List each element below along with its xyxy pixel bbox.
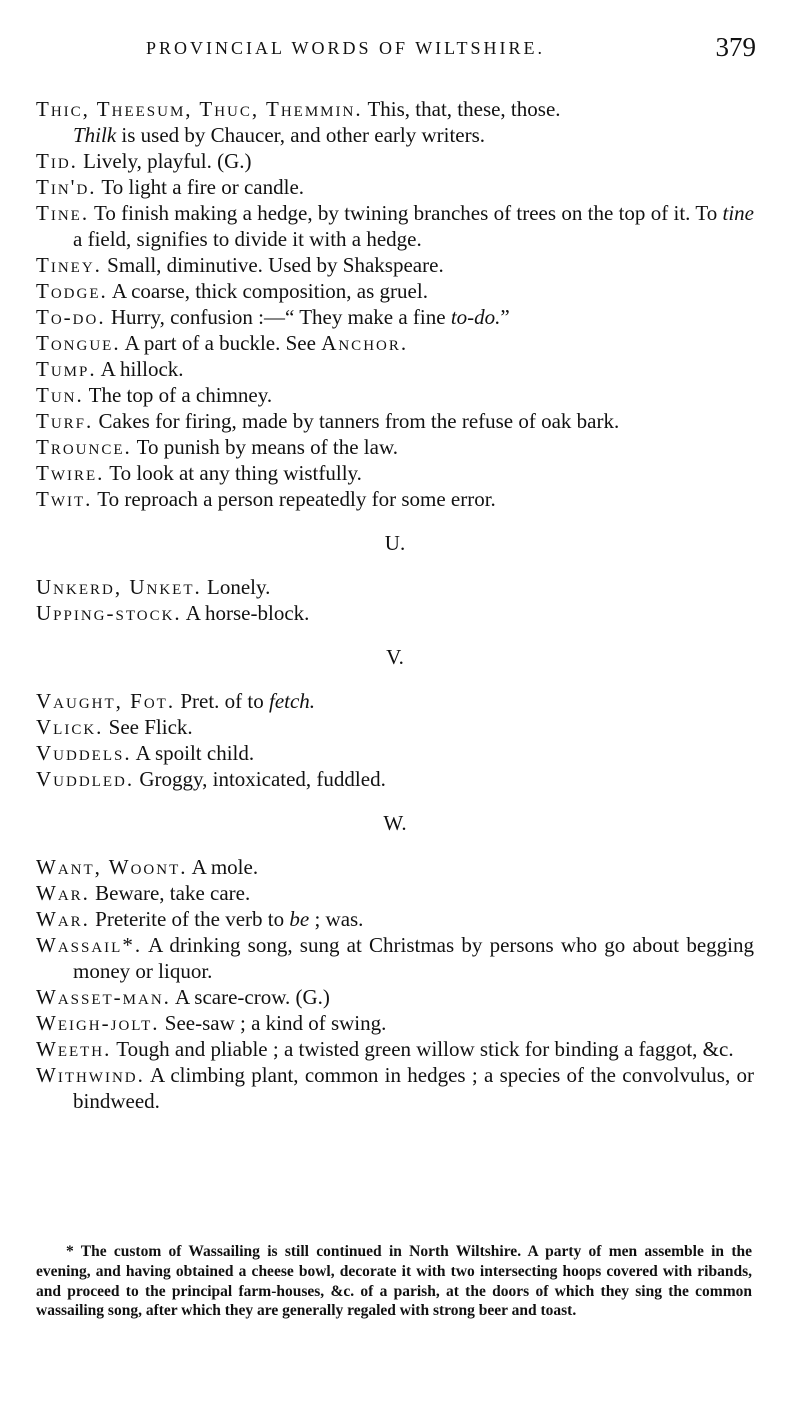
- entry-vuddels: [36, 740, 754, 766]
- entry-todge: [36, 278, 754, 304]
- emphasis: Thilk: [73, 123, 117, 147]
- entry-twit: [36, 486, 754, 512]
- headword: Tid.: [36, 149, 78, 173]
- entry-tongue: [36, 330, 754, 356]
- headword: Tongue.: [36, 331, 121, 355]
- entry-tiney: [36, 252, 754, 278]
- glossary-entries: [36, 96, 754, 1114]
- entry-tind: [36, 174, 754, 200]
- section-heading-v: V.: [386, 645, 404, 669]
- emphasis: fetch.: [269, 689, 316, 713]
- headword: Thic, Theesum, Thuc, Themmin.: [36, 97, 363, 121]
- entry-tun: [36, 382, 754, 408]
- entry-vuddled: [36, 766, 754, 792]
- definition: A coarse, thick composition, as gruel.: [107, 279, 428, 303]
- headword: Unkerd, Unket.: [36, 575, 202, 599]
- definition: See Flick.: [103, 715, 193, 739]
- headword: Tump.: [36, 357, 97, 381]
- headword: Vaught, Fot.: [36, 689, 176, 713]
- definition: To punish by means of the law.: [131, 435, 398, 459]
- definition: See-saw ; a kind of swing.: [159, 1011, 387, 1035]
- definition: A hillock.: [96, 357, 184, 381]
- headword: Vuddels.: [36, 741, 132, 765]
- entry-wasset-man: [36, 984, 754, 1010]
- entry-tump: [36, 356, 754, 382]
- cross-reference: Anchor.: [321, 331, 409, 355]
- headword: Vuddled.: [36, 767, 135, 791]
- headword: Tiney.: [36, 253, 102, 277]
- definition: To finish making a hedge, by twining branches of trees on the top of it. To: [89, 201, 723, 225]
- emphasis: to-do.: [450, 305, 501, 329]
- definition: This, that, these, those.: [362, 97, 561, 121]
- definition: A spoilt child.: [131, 741, 255, 765]
- definition: A horse-block.: [181, 601, 310, 625]
- running-title: PROVINCIAL WORDS OF WILTSHIRE.: [146, 38, 546, 58]
- headword: Wasset-man.: [36, 985, 171, 1009]
- definition: Hurry, confusion :—“ They make a fine: [105, 305, 451, 329]
- definition: A part of a buckle. See: [120, 331, 322, 355]
- definition: Tough and pliable ; a twisted green willow stick for binding a faggot, &c.: [111, 1037, 734, 1061]
- entry-vaught: [36, 688, 754, 714]
- definition: A climbing plant, common in hedges ; a species of the convolvulus, or bindweed.: [73, 1063, 754, 1113]
- entry-tine: [36, 200, 754, 252]
- entry-vlick: [36, 714, 754, 740]
- headword: Twire.: [36, 461, 105, 485]
- entry-war-beware: [36, 880, 754, 906]
- definition: Pret. of to: [175, 689, 269, 713]
- definition: A mole.: [187, 855, 259, 879]
- headword: Vlick.: [36, 715, 104, 739]
- definition: Beware, take care.: [89, 881, 251, 905]
- entry-tid: [36, 148, 754, 174]
- headword: To-do.: [36, 305, 106, 329]
- entry-to-do: [36, 304, 754, 330]
- headword: Tun.: [36, 383, 84, 407]
- entry-upping-stock: [36, 600, 754, 626]
- entry-withwind: [36, 1062, 754, 1114]
- headword: Turf.: [36, 409, 94, 433]
- entry-weeth: [36, 1036, 754, 1062]
- headword: Todge.: [36, 279, 108, 303]
- definition: To reproach a person repeatedly for some error.: [92, 487, 496, 511]
- definition: Groggy, intoxicated, fuddled.: [134, 767, 386, 791]
- headword: Trounce.: [36, 435, 132, 459]
- footnote: * The custom of Wassailing is still continued in North Wiltshire. A party of men assemble in the evening, and having obtained a cheese bowl, decorate it with two intersecting hoops covered with ribands, and proceed to the principal farm-houses, &c. of a parish, at the doors of which they sing the common wassailing song, after which they are generally regaled with strong beer and toast.: [36, 1243, 752, 1320]
- headword: Want, Woont.: [36, 855, 188, 879]
- definition: To light a fire or candle.: [96, 175, 305, 199]
- headword: Tine.: [36, 201, 90, 225]
- closing-quote: ”: [500, 305, 510, 329]
- definition-cont: ; was.: [309, 907, 364, 931]
- running-head: [146, 32, 756, 68]
- definition: A drinking song, sung at Christmas by persons who go about begging money or liquor.: [73, 933, 754, 983]
- entry-wassail: [36, 932, 754, 984]
- entry-turf: [36, 408, 754, 434]
- headword: War.: [36, 881, 90, 905]
- entry-twire: [36, 460, 754, 486]
- entry-unkerd: [36, 574, 754, 600]
- headword: Upping-stock.: [36, 601, 182, 625]
- definition-cont: a field, signifies to divide it with a hedge.: [73, 227, 422, 251]
- page-number: 379: [715, 32, 756, 62]
- headword: Twit.: [36, 487, 93, 511]
- headword: Weeth.: [36, 1037, 112, 1061]
- entry-weigh-jolt: [36, 1010, 754, 1036]
- headword: War.: [36, 907, 90, 931]
- definition: Lonely.: [201, 575, 271, 599]
- entry-war-preterite: [36, 906, 754, 932]
- section-heading-w: W.: [383, 811, 407, 835]
- definition: To look at any thing wistfully.: [104, 461, 362, 485]
- section-heading-u: U.: [384, 531, 406, 555]
- definition: Lively, playful. (G.): [77, 149, 252, 173]
- definition-cont: is used by Chaucer, and other early writers.: [116, 123, 486, 147]
- definition: A scare-crow. (G.): [170, 985, 330, 1009]
- headword: Weigh-jolt.: [36, 1011, 160, 1035]
- headword: Wassail*.: [36, 933, 143, 957]
- emphasis: tine: [722, 201, 754, 225]
- definition: Preterite of the verb to: [89, 907, 290, 931]
- emphasis: be: [289, 907, 310, 931]
- definition: Cakes for firing, made by tanners from the refuse of oak bark.: [93, 409, 620, 433]
- headword: Withwind.: [36, 1063, 145, 1087]
- definition: The top of a chimney.: [83, 383, 273, 407]
- entry-trounce: [36, 434, 754, 460]
- definition: Small, diminutive. Used by Shakspeare.: [101, 253, 444, 277]
- headword: Tin'd.: [36, 175, 97, 199]
- entry-thic: [36, 96, 754, 148]
- entry-want: [36, 854, 754, 880]
